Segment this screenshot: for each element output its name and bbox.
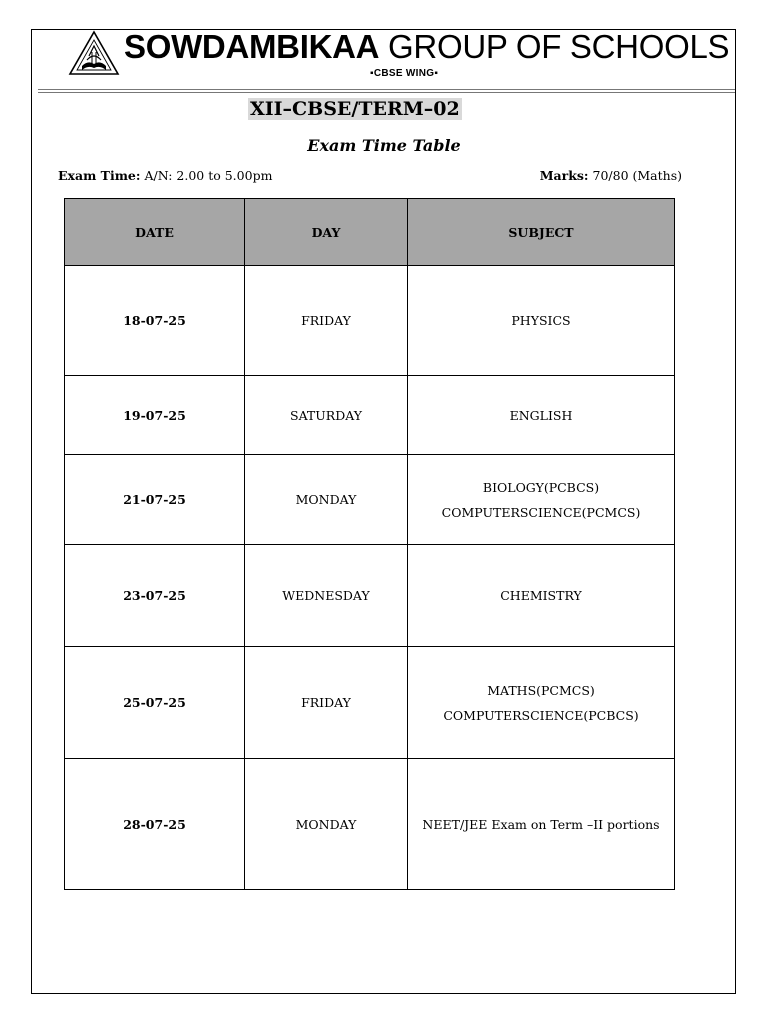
day-cell: SATURDAY: [245, 376, 408, 455]
table-row: [65, 455, 675, 545]
exam-timetable: [64, 198, 675, 890]
day-cell: FRIDAY: [245, 647, 408, 759]
subject-line: CHEMISTRY: [500, 588, 582, 603]
school-logo-icon: [68, 30, 120, 78]
subject-line: COMPUTERSCIENCE(PCMCS): [441, 504, 641, 520]
column-header-day: DAY: [245, 199, 408, 266]
date-cell: 23-07-25: [65, 545, 245, 647]
header-divider-bottom: [38, 92, 735, 93]
subject-line: BIOLOGY(PCBCS): [482, 479, 600, 495]
subject-line: COMPUTERSCIENCE(PCBCS): [443, 707, 639, 723]
page-subtitle: Exam Time Table: [307, 136, 461, 155]
table-row: [65, 647, 675, 759]
table-row: [65, 266, 675, 376]
header-divider-top: [38, 89, 735, 90]
day-cell: MONDAY: [245, 455, 408, 545]
subject-cell: [408, 266, 675, 376]
subject-cell: [408, 376, 675, 455]
subject-line: MATHS(PCMCS): [487, 682, 595, 698]
date-cell: 28-07-25: [65, 759, 245, 890]
day-cell: WEDNESDAY: [245, 545, 408, 647]
date-cell: 19-07-25: [65, 376, 245, 455]
day-cell: FRIDAY: [245, 266, 408, 376]
page-title: XII–CBSE/TERM–02: [250, 98, 460, 120]
exam-time-label: Exam Time:: [58, 168, 141, 183]
subject-cell: [408, 759, 675, 890]
table-header-row: [65, 199, 675, 266]
table-row: [65, 376, 675, 455]
subject-cell: [408, 647, 675, 759]
table-row: [65, 759, 675, 890]
cbse-wing-label: ▪CBSE WING▪: [370, 68, 439, 79]
subject-line: ENGLISH: [509, 407, 573, 423]
day-cell: MONDAY: [245, 759, 408, 890]
subject-cell: [408, 545, 675, 647]
date-cell: 21-07-25: [65, 455, 245, 545]
table-row: [65, 545, 675, 647]
subject-line: PHYSICS: [511, 313, 571, 328]
date-cell: 18-07-25: [65, 266, 245, 376]
exam-time-line: [58, 168, 272, 183]
marks-line: [540, 168, 682, 183]
school-name-bold: SOWDAMBIKAA: [124, 28, 380, 65]
exam-time-value: A/N: 2.00 to 5.00pm: [140, 168, 273, 183]
subject-cell: [408, 455, 675, 545]
date-cell: 25-07-25: [65, 647, 245, 759]
school-name: [124, 29, 729, 65]
column-header-date: DATE: [65, 199, 245, 266]
marks-label: Marks:: [539, 168, 589, 183]
school-name-rest: GROUP OF SCHOOLS: [379, 28, 730, 65]
marks-value: 70/80 (Maths): [588, 168, 682, 183]
subject-line: NEET/JEE Exam on Term –II portions: [422, 816, 660, 832]
column-header-subject: SUBJECT: [408, 199, 675, 266]
